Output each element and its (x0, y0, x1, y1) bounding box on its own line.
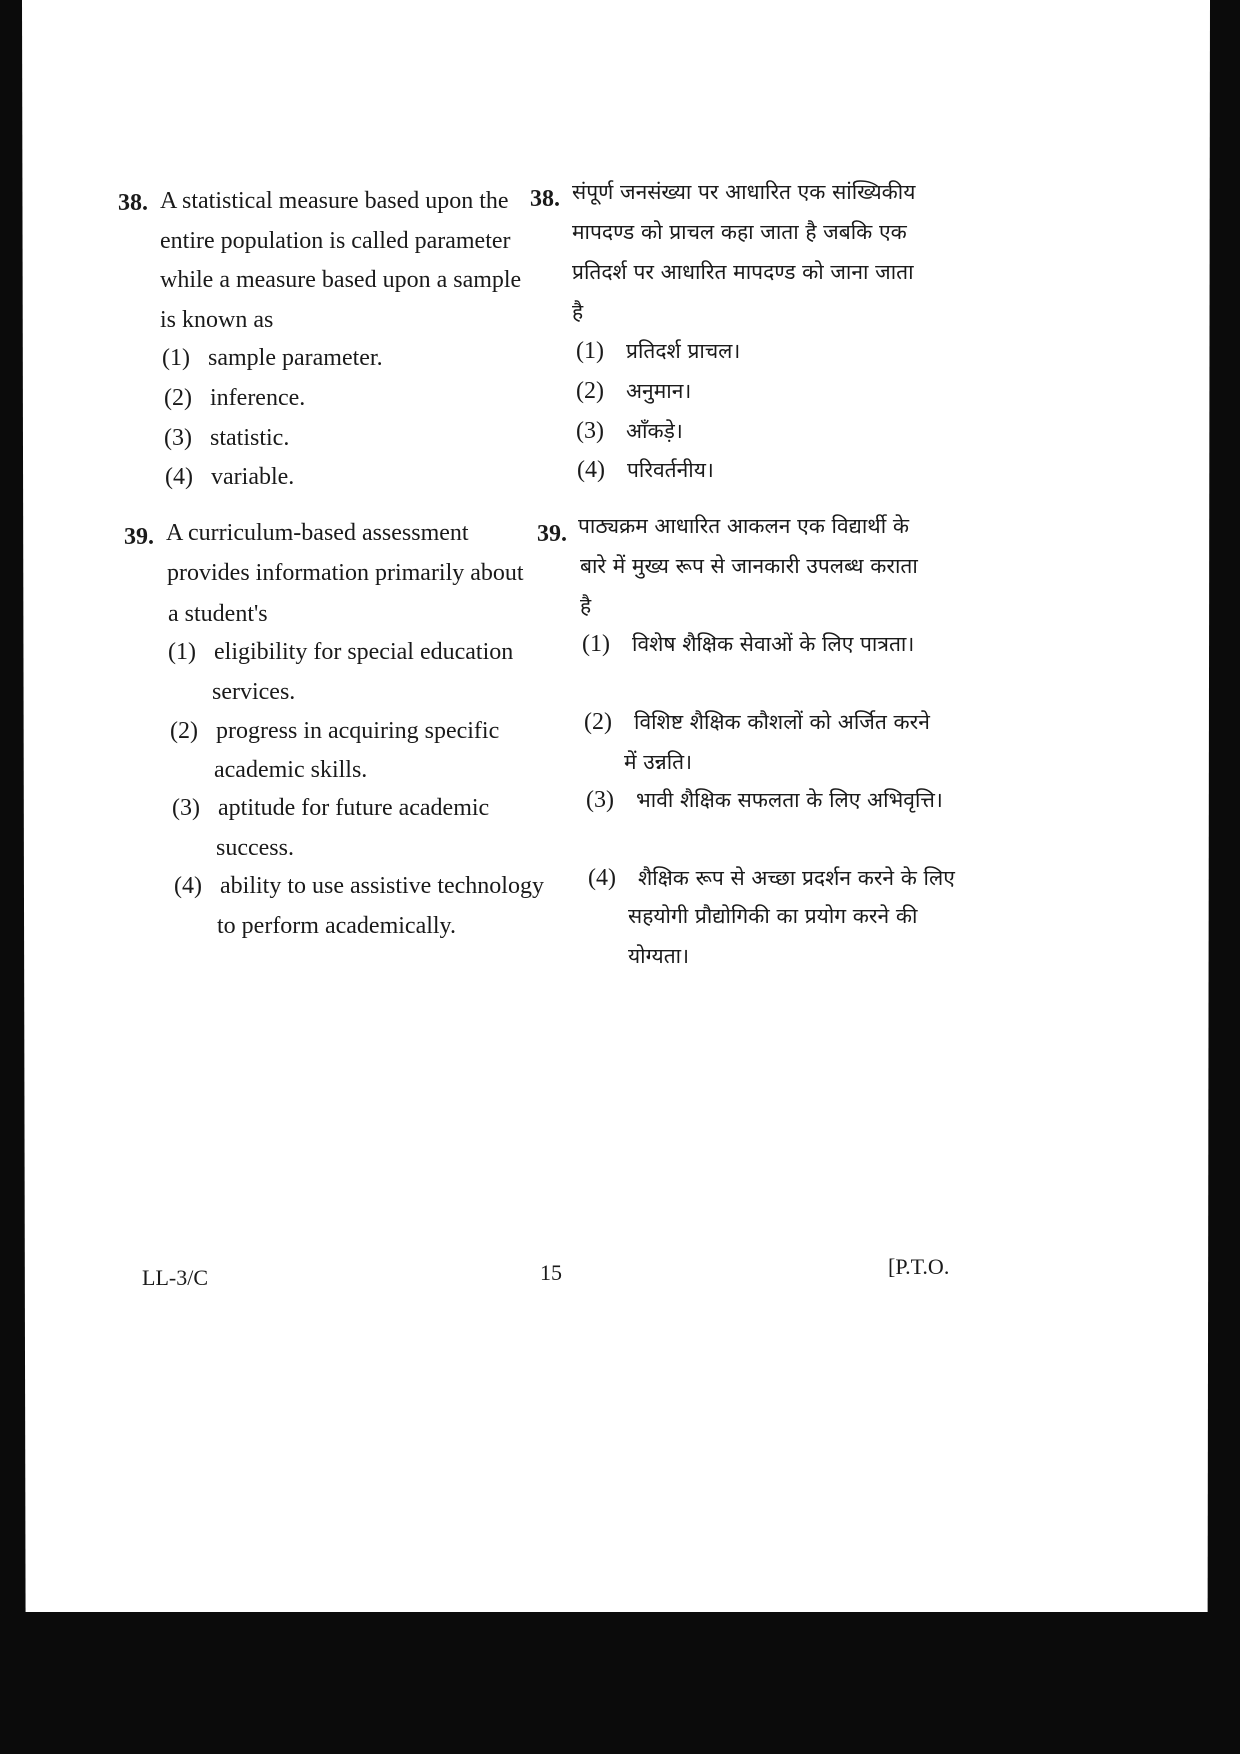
q39-hindi-option-4-cont: योग्यता। (628, 944, 690, 968)
q38-stem-line: is known as (160, 307, 274, 333)
q38-hindi-stem-line: संपूर्ण जनसंख्या पर आधारित एक सांख्यिकीय (572, 180, 916, 204)
q38-hindi-option-4: (4) परिवर्तनीय। (577, 457, 714, 483)
q39-option-1: (1) eligibility for special education (168, 639, 514, 665)
q39-option-2-cont: academic skills. (214, 757, 368, 783)
question-39-number: 39. (124, 524, 154, 550)
q39-hindi-option-4-cont: सहयोगी प्रौद्योगिकी का प्रयोग करने की (628, 904, 918, 928)
q39-stem-line: A curriculum-based assessment (166, 520, 469, 546)
q38-hindi-stem-line: प्रतिदर्श पर आधारित मापदण्ड को जाना जाता (572, 260, 914, 284)
q38-hindi-option-1: (1) प्रतिदर्श प्राचल। (576, 338, 741, 364)
question-39-number-hindi: 39. (537, 521, 567, 547)
q39-hindi-stem-line: पाठ्यक्रम आधारित आकलन एक विद्यार्थी के (578, 514, 909, 538)
q39-option-4-cont: to perform academically. (217, 913, 456, 939)
q38-option-1: (1) sample parameter. (162, 345, 383, 371)
q38-stem-line: while a measure based upon a sample (160, 267, 522, 293)
q38-option-2: (2) inference. (164, 385, 306, 411)
q39-hindi-option-2: (2) विशिष्ट शैक्षिक कौशलों को अर्जित करने (584, 709, 930, 735)
q38-option-3: (3) statistic. (164, 425, 290, 451)
paper-code: LL-3/C (142, 1265, 208, 1290)
q39-hindi-option-1: (1) विशेष शैक्षिक सेवाओं के लिए पात्रता। (582, 631, 915, 657)
q39-option-2: (2) progress in acquiring specific (170, 718, 500, 744)
q39-hindi-option-4: (4) शैक्षिक रूप से अच्छा प्रदर्शन करने के लिए (588, 865, 955, 891)
page-number: 15 (540, 1260, 562, 1285)
question-38-number: 38. (118, 190, 148, 216)
q38-option-4: (4) variable. (165, 464, 295, 490)
q39-stem-line: a student's (168, 601, 268, 627)
scan-border (1212, 0, 1240, 1754)
pto-note: [P.T.O. (888, 1254, 950, 1279)
q39-hindi-option-2-cont: में उन्नति। (624, 750, 693, 774)
q39-hindi-stem-line: है (580, 594, 592, 618)
q38-hindi-stem-line: मापदण्ड को प्राचल कहा जाता है जबकि एक (572, 220, 907, 244)
q38-stem-line: A statistical measure based upon the (160, 188, 509, 214)
q39-hindi-option-3: (3) भावी शैक्षिक सफलता के लिए अभिवृत्ति। (586, 787, 943, 813)
q39-option-1-cont: services. (212, 679, 296, 705)
q39-option-3-cont: success. (216, 835, 294, 861)
q39-option-3: (3) aptitude for future academic (172, 795, 490, 821)
q38-hindi-option-2: (2) अनुमान। (576, 378, 692, 404)
q38-hindi-stem-line: है (572, 300, 584, 324)
q39-stem-line: provides information primarily about (167, 560, 524, 586)
q39-option-4: (4) ability to use assistive technology (174, 873, 544, 899)
q38-hindi-option-3: (3) आँकड़े। (576, 418, 683, 444)
q39-hindi-stem-line: बारे में मुख्य रूप से जानकारी उपलब्ध कराता (580, 554, 918, 578)
question-38-number-hindi: 38. (530, 186, 560, 212)
q38-stem-line: entire population is called parameter (160, 228, 511, 254)
